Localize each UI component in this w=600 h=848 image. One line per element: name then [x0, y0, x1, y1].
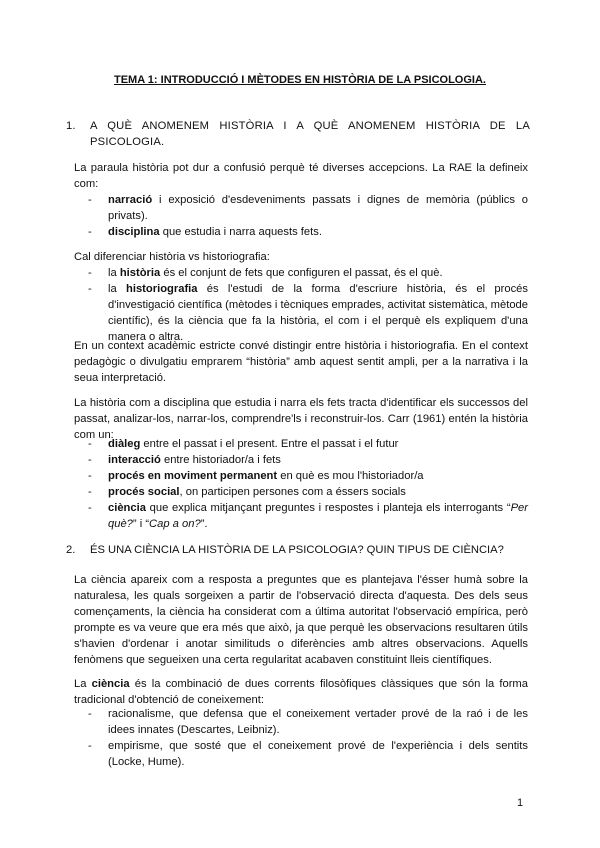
list-accepcions [74, 192, 528, 240]
list-item: - interacció entre historiador/a i fets [88, 454, 281, 466]
document-title: TEMA 1: INTRODUCCIÓ I MÈTODES EN HISTÒRIA DE LA PSICOLOGIA. [114, 74, 486, 86]
page-number: 1 [517, 797, 524, 809]
list-item: - empirisme, que sosté que el coneixement prové de l'experiència i dels sentits (Locke, Hume). [88, 740, 528, 768]
list-corrents [74, 706, 528, 770]
list-item-bold: història [119, 267, 161, 279]
list-item: - procés social, on participen persones com a éssers socials [88, 486, 406, 498]
list-item-bold: disciplina [108, 226, 160, 238]
paragraph-6: La ciència és la combinació de dues corrents filosòfiques clàssiques que són la forma tradicional d'obtenció de coneixement: [74, 678, 528, 706]
list-item-bold: procés en moviment permanent [108, 470, 278, 482]
list-item-text: racionalisme, que defensa que el coneixement vertader prové de la raó i de les idees innates (Descartes, Leibniz). [108, 708, 528, 736]
paragraph-6-bold: ciència [91, 678, 130, 690]
list-item-bold: interacció [108, 454, 161, 466]
list-item-text: que explica mitjançant preguntes i respostes i planteja els interrogants “ [145, 502, 511, 514]
paragraph-2: Cal diferenciar història vs historiografia: [74, 251, 270, 263]
list-item-bold: narració [108, 194, 153, 206]
paragraph-4: La història com a disciplina que estudia i narra els fets tracta d'identificar els successos del passat, analizar-los, narrar-los, comprendre'ls i reconstruir-los. Carr (1961) entén la història com un: [74, 397, 528, 441]
section-1-heading-text: A QUÈ ANOMENEM HISTÒRIA I A QUÈ ANOMENEM HISTÒRIA DE LA PSICOLOGIA. [90, 120, 530, 148]
paragraph-5: La ciència apareix com a resposta a preguntes que es plantejava l'ésser humà sobre la naturalesa, les quals sorgeixen a partir de l'observació directa d'aquesta. Des dels seus començaments, la ciència ha considerat com a última autoritat l'observació empírica, però prompte es va veure que era més que això, ja que perquè les observacions resultaren útils s'havien d'ordenar i anotar similituds o diferències amb altres observacions. Aquells fenòmens que segueixen una certa regularitat acabaven constituint lleis científiques. [74, 574, 528, 666]
list-item-text: , on participen persones com a éssers socials [179, 486, 406, 498]
section-2-heading [66, 542, 530, 558]
list-item: - racionalisme, que defensa que el coneixement vertader prové de la raó i de les idees innates (Descartes, Leibniz). [88, 708, 528, 736]
section-2-heading-text: ÉS UNA CIÈNCIA LA HISTÒRIA DE LA PSICOLOGIA? QUIN TIPUS DE CIÈNCIA? [90, 544, 504, 556]
list-item-text: és l'estudi de la forma d'escriure història, és el procés d'investigació científica (mètodes i tècniques emprades, activitat sistemàtica, mètode científic), és la ciència que fa la història, el com i el perquè els expliquem d'una manera o altra. [108, 283, 529, 343]
list-item-text: entre el passat i el present. Entre el passat i el futur [140, 438, 399, 450]
list-item-italic: Per què? [108, 502, 528, 530]
list-item-bold: historiografia [126, 283, 198, 295]
list-item: - la historiografia és l'estudi de la forma d'escriure història, és el procés d'investigació científica (mètodes i tècniques emprades, activitat sistemàtica, mètode científic), és la ciència que fa la història, el com i el perquè els expliquem d'una manera o altra. [88, 283, 529, 343]
list-item: - ciència que explica mitjançant preguntes i respostes i planteja els interrogants “Per què?” i “Cap a on?”. [88, 502, 528, 530]
list-historia-vs-historiografia [74, 265, 528, 345]
list-carr [74, 436, 528, 532]
list-item-text: en què es mou l'historiador/a [277, 470, 424, 482]
list-item-bold: diàleg [108, 438, 141, 450]
list-item-text: que estudia i narra aquests fets. [159, 226, 322, 238]
list-item: - diàleg entre el passat i el present. Entre el passat i el futur [88, 438, 399, 450]
list-item-text: empirisme, que sosté que el coneixement prové de l'experiència i dels sentits (Locke, Hume). [108, 740, 528, 768]
section-1-number: 1. [66, 120, 76, 132]
list-item: - la història és el conjunt de fets que configuren el passat, és el què. [88, 267, 443, 279]
paragraph-3: En un context acadèmic estricte convé distingir entre història i historiografia. En el context pedagògic o divulgatiu emprarem “història” amb aquest sentit ampli, per a la narrativa i la seua interpretació. [74, 340, 528, 384]
list-item-text: entre historiador/a i fets [160, 454, 281, 466]
list-item: - disciplina que estudia i narra aquests fets. [88, 226, 322, 238]
paragraph-1: La paraula història pot dur a confusió perquè té diverses accepcions. La RAE la defineix com: [74, 162, 528, 190]
list-item-text: és el conjunt de fets que configuren el passat, és el què. [160, 267, 443, 279]
section-2-number: 2. [66, 544, 76, 556]
list-item-bold: procés social [108, 486, 180, 498]
section-1-heading [66, 118, 530, 150]
list-item: - procés en moviment permanent en què es mou l'historiador/a [88, 470, 424, 482]
list-item-italic: Cap a on? [149, 518, 201, 530]
list-item-text: i exposició d'esdeveniments passats i dignes de memòria (públics o privats). [108, 194, 528, 222]
list-item-bold: ciència [108, 502, 146, 514]
list-item: - narració i exposició d'esdeveniments passats i dignes de memòria (públics o privats). [88, 194, 528, 222]
